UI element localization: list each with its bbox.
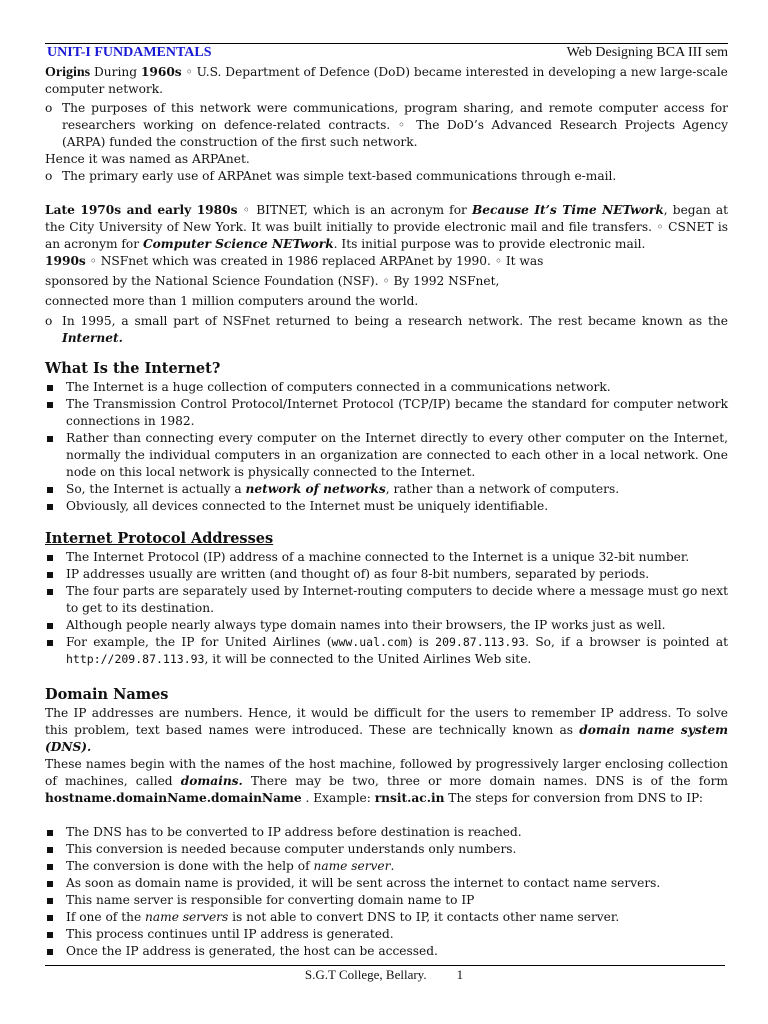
- list-item: So, the Internet is actually a network of networks, rather than a network of computers.: [45, 481, 728, 498]
- origins-paragraph: Origins During 1960s ◦ U.S. Department of Defence (DoD) became interested in developing a new large-scale computer network.: [45, 65, 728, 96]
- section-heading-dns: Domain Names: [45, 686, 169, 703]
- page-content: [45, 64, 728, 960]
- list-item: As soon as domain name is provided, it will be sent across the internet to contact name servers.: [45, 875, 728, 892]
- page-number: 1: [456, 967, 464, 982]
- dns-steps-list: [45, 824, 728, 960]
- list-item: The four parts are separately used by Internet-routing computers to decide where a message must go next to get to its destination.: [45, 583, 728, 617]
- nsf-line: sponsored by the National Science Foundation (NSF). ◦ By 1992 NSFnet,: [45, 274, 500, 288]
- list-item: The Internet is a huge collection of computers connected in a communications network.: [45, 379, 728, 396]
- list-item: o In 1995, a small part of NSFnet returned to being a research network. The rest became known as the Internet.: [45, 314, 728, 345]
- dns-paragraph-1: The IP addresses are numbers. Hence, it would be difficult for the users to remember IP address. To solve this problem, text based names were introduced. These are technically known as domain name system (DNS).: [45, 706, 728, 754]
- list-item: o The purposes of this network were communications, program sharing, and remote computer access for researchers working on defence-related contracts. ◦ The DoD’s Advanced Research Projects Agency (ARPA) funded the construction of the first such network.: [45, 101, 728, 149]
- list-item: The conversion is done with the help of name server.: [45, 858, 728, 875]
- list-item: This conversion is needed because computer understands only numbers.: [45, 841, 728, 858]
- list-item: The Transmission Control Protocol/Internet Protocol (TCP/IP) became the standard for computer network connections in 1982.: [45, 396, 728, 430]
- unit-title: UNIT-I FUNDAMENTALS: [47, 45, 212, 60]
- list-item: This process continues until IP address is generated.: [45, 926, 728, 943]
- course-title: Web Designing BCA III sem: [566, 45, 728, 60]
- list-item: This name server is responsible for converting domain name to IP: [45, 892, 728, 909]
- list-item: Once the IP address is generated, the host can be accessed.: [45, 943, 728, 960]
- page-header: [47, 44, 728, 62]
- dns-paragraph-2: These names begin with the names of the host machine, followed by progressively larger enclosing collection of machines, called domains. There may be two, three or more domain names. DNS is of the form hostname.domainName.domainName . Example: rnsit.ac.in The steps for conversion from DNS to IP:: [45, 757, 728, 805]
- list-item: The DNS has to be converted to IP address before destination is reached.: [45, 824, 728, 841]
- list-item: The Internet Protocol (IP) address of a machine connected to the Internet is a unique 32-bit number.: [45, 549, 728, 566]
- section-heading-ip: Internet Protocol Addresses: [45, 530, 274, 547]
- late-1970s-paragraph: Late 1970s and early 1980s ◦ BITNET, which is an acronym for Because It’s Time NETwork, began at the City University of New York. It was built initially to provide electronic mail and file transfers. ◦ CSNET is an acronym for Computer Science NETwork. Its initial purpose was to provide electronic mail.: [45, 203, 728, 251]
- 1990s-paragraph: 1990s ◦ NSFnet which was created in 1986 replaced ARPAnet by 1990. ◦ It was: [45, 254, 544, 268]
- arpanet-named: Hence it was named as ARPAnet.: [45, 152, 250, 166]
- list-item: Although people nearly always type domain names into their browsers, the IP works just as well.: [45, 617, 728, 634]
- list-item: Obviously, all devices connected to the Internet must be uniquely identifiable.: [45, 498, 728, 515]
- million-line: connected more than 1 million computers around the world.: [45, 294, 419, 308]
- section-heading-internet: What Is the Internet?: [45, 360, 221, 377]
- list-item: If one of the name servers is not able to convert DNS to IP, it contacts other name server.: [45, 909, 728, 926]
- list-item: Rather than connecting every computer on the Internet directly to every other computer on the Internet, normally the individual computers in an organization are connected to each other in a local network. One node on this local network is physically connected to the Internet.: [45, 430, 728, 481]
- list-item: For example, the IP for United Airlines (www.ual.com) is 209.87.113.93. So, if a browser is pointed at http://209.87.113.93, it will be connected to the United Airlines Web site.: [45, 634, 728, 668]
- page-footer: [0, 966, 768, 983]
- list-item: IP addresses usually are written (and thought of) as four 8-bit numbers, separated by periods.: [45, 566, 728, 583]
- list-item: o The primary early use of ARPAnet was simple text-based communications through e-mail.: [45, 169, 617, 183]
- origins-label: Origins: [45, 65, 91, 80]
- college-name: S.G.T College, Bellary.: [304, 967, 427, 982]
